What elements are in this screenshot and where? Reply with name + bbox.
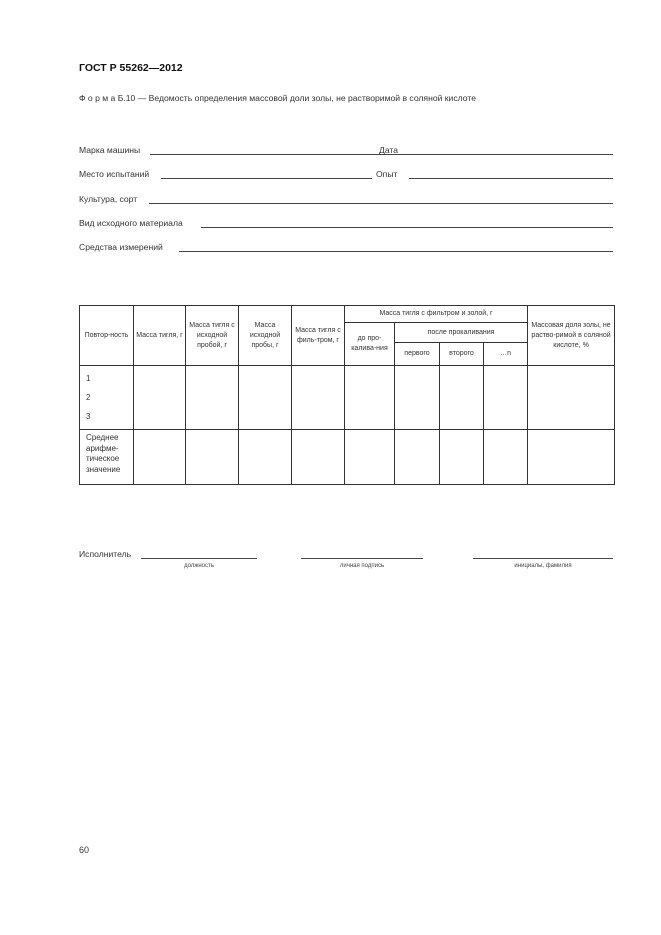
- crop-label: Культура, сорт: [79, 194, 138, 204]
- instruments-row: [79, 239, 613, 253]
- header-nth: …n: [484, 343, 528, 366]
- header-crucible-mass: Масса тигля, г: [134, 306, 186, 366]
- signature-line[interactable]: [301, 558, 423, 559]
- instruments-label: Средства измерений: [79, 242, 163, 252]
- crop-row: [79, 191, 613, 205]
- header-after-calcination: после прокаливания: [395, 323, 528, 343]
- table-cell[interactable]: [395, 366, 440, 430]
- table-cell[interactable]: [395, 430, 440, 485]
- table-cell[interactable]: [134, 430, 186, 485]
- standard-number: ГОСТ Р 55262—2012: [79, 62, 183, 74]
- header-crucible-with-filter: Масса тигля с филь-тром, г: [292, 306, 345, 366]
- experiment-line[interactable]: [409, 178, 613, 179]
- name-line[interactable]: [473, 558, 613, 559]
- test-place-label: Место испытаний: [79, 169, 150, 179]
- table-cell[interactable]: [134, 366, 186, 430]
- table-cell[interactable]: [345, 366, 395, 430]
- machine-date-row: [79, 142, 613, 156]
- material-line[interactable]: [201, 227, 613, 228]
- instruments-line[interactable]: [179, 251, 613, 252]
- header-before-calcination: до про-калива-ния: [345, 323, 395, 366]
- table-cell[interactable]: [186, 366, 239, 430]
- table-cell[interactable]: [239, 430, 292, 485]
- form-title: Ф о р м а Б.10 — Ведомость определения массовой доли золы, не растворимой в соляной кислоте: [79, 93, 476, 103]
- results-table: [79, 305, 615, 485]
- repeat-numbers-cell: [80, 366, 134, 430]
- table-row: [80, 366, 615, 430]
- table-cell[interactable]: [440, 366, 484, 430]
- header-first: первого: [395, 343, 440, 366]
- table-cell[interactable]: [484, 366, 528, 430]
- header-ash-group: Масса тигля с фильтром и золой, г: [345, 306, 528, 323]
- date-label: Дата: [379, 145, 399, 155]
- signature-row: [79, 547, 614, 561]
- repeat-number: 2: [86, 393, 91, 402]
- average-label: Среднее арифме-тическое значение: [80, 430, 134, 485]
- material-row: [79, 215, 613, 229]
- table-cell[interactable]: [484, 430, 528, 485]
- test-place-line[interactable]: [161, 178, 372, 179]
- page-number: 60: [79, 845, 90, 855]
- table-cell[interactable]: [239, 366, 292, 430]
- crop-line[interactable]: [149, 203, 613, 204]
- signature-caption: личная подпись: [339, 563, 385, 569]
- table-cell[interactable]: [186, 430, 239, 485]
- header-result: Массовая доля золы, не раство-римой в соляной кислоте, %: [528, 306, 615, 366]
- table-cell[interactable]: [440, 430, 484, 485]
- table-cell[interactable]: [528, 366, 615, 430]
- header-sample-mass: Масса исходной пробы, г: [239, 306, 292, 366]
- material-label: Вид исходного материала: [79, 218, 183, 228]
- executor-label: Исполнитель: [79, 549, 132, 559]
- header-repeat: Повтор-ность: [80, 306, 134, 366]
- table-cell[interactable]: [528, 430, 615, 485]
- header-second: второго: [440, 343, 484, 366]
- machine-label: Марка машины: [79, 145, 141, 155]
- table-cell[interactable]: [292, 366, 345, 430]
- repeat-number: 1: [86, 374, 91, 383]
- table-cell[interactable]: [292, 430, 345, 485]
- repeat-number: 3: [86, 412, 91, 421]
- position-caption: должность: [184, 563, 214, 569]
- place-experiment-row: [79, 166, 613, 180]
- experiment-label: Опыт: [376, 169, 398, 179]
- name-caption: инициалы, фамилия: [514, 563, 572, 569]
- position-line[interactable]: [141, 558, 257, 559]
- table-cell[interactable]: [345, 430, 395, 485]
- date-line[interactable]: [401, 154, 613, 155]
- table-row: [80, 430, 615, 485]
- header-crucible-with-sample: Масса тигля с исходной пробой, г: [186, 306, 239, 366]
